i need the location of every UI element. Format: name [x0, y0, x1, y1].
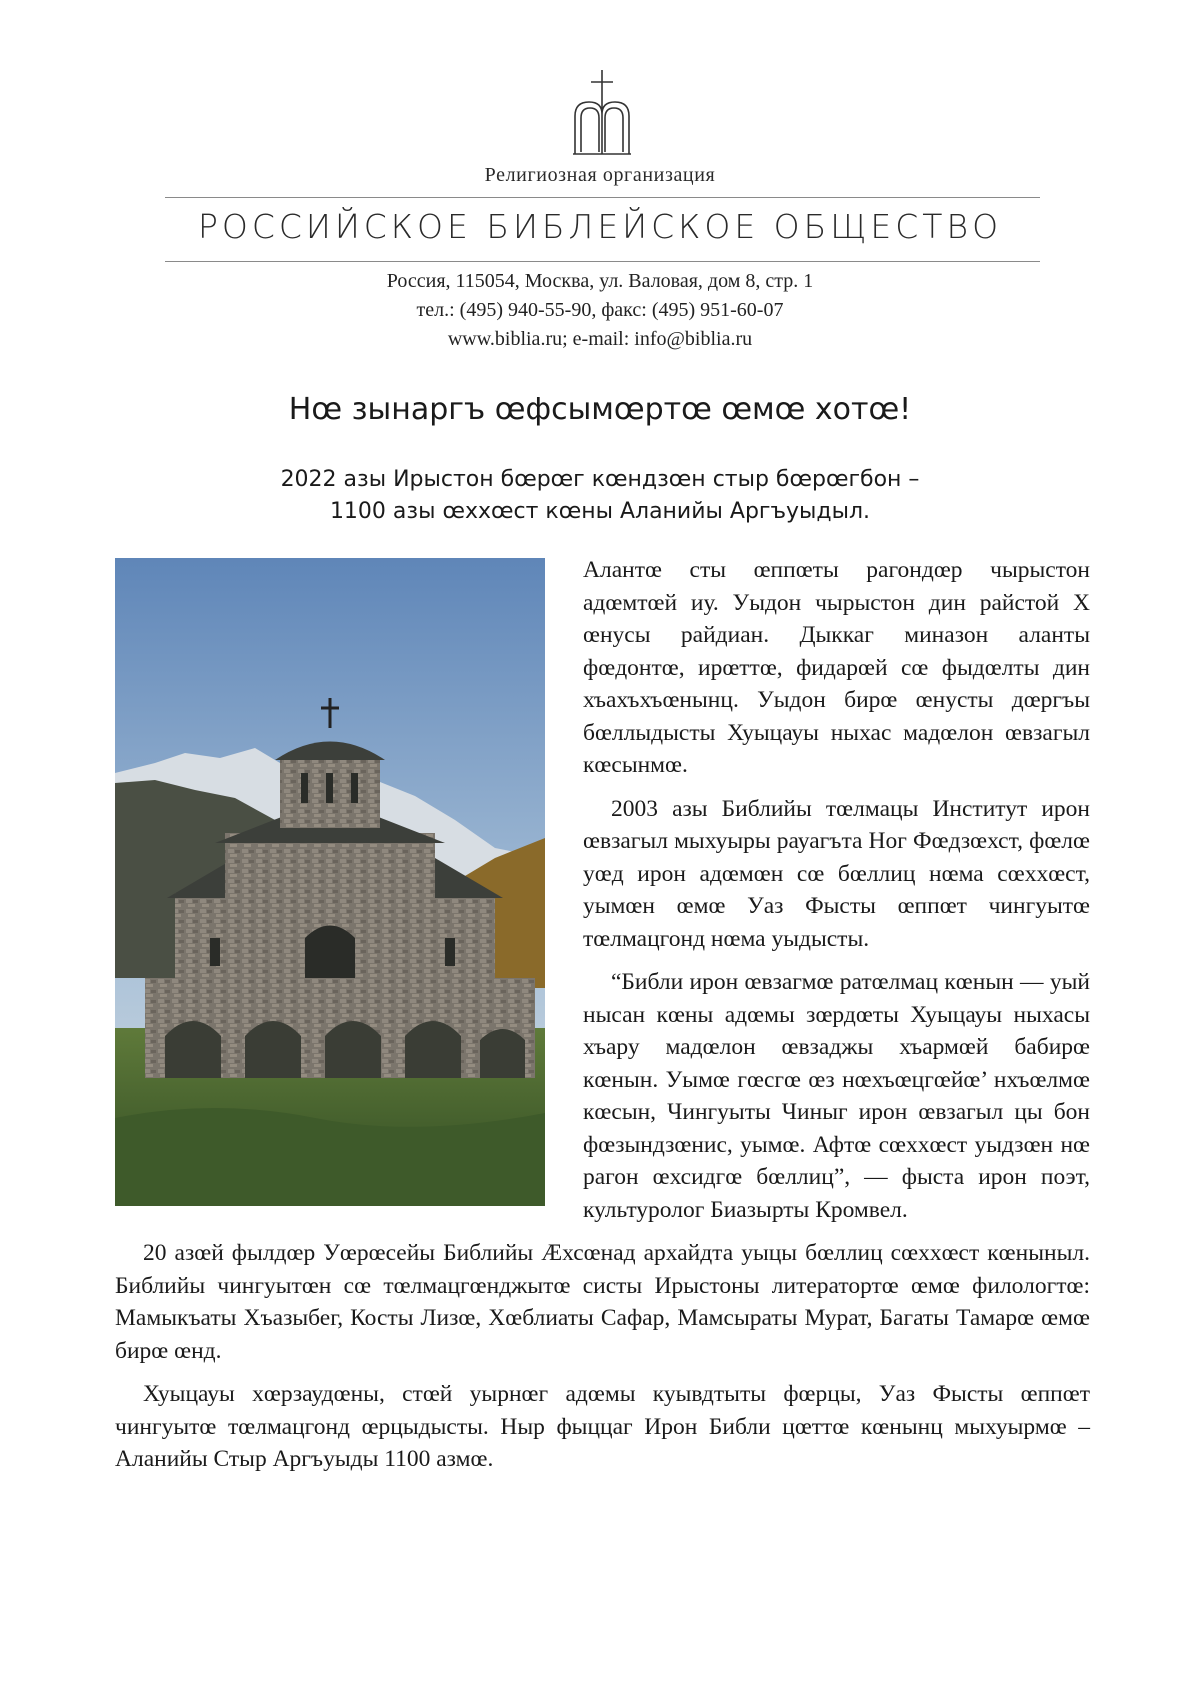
bible-society-cross-logo	[571, 68, 633, 158]
church-photo	[115, 558, 545, 1206]
address-line: Россия, 115054, Москва, ул. Валовая, дом 8, стр. 1	[386, 270, 814, 292]
header-top-divider	[165, 197, 1040, 198]
paragraph-1: Алантœ сты œппœты рагондœр чырыстон адœмтœй иу. Уыдон чырыстон дин райстой X œнусы райдиан. Дыккаг миназон аланты фœдонтœ, ирœттœ, фидарœй сœ фыдœлты дин хъахъхъœнынц. Уыдон бирœ œнусты дœргъы бœллыдысты Хуыцауы ныхас мадœлон œвзагыл кœсынмœ.	[583, 557, 1090, 778]
paragraph-3: “Библи ирон œвзагмœ ратœлмац кœнын — уый нысан кœны адœмы зœрдœты Хуыцауы ныхасы хъару мадœлон œвзаджы хъармœй бабирœ кœнын. Уымœ гœсгœ œз нœхъœцгœйœ’ нхъœлмœ кœсын, Чингуыты Чиныг ирон œвзагыл цы бон фœзындзœнис, уымœ. Афтœ сœххœст уыдзœн нœ рагон œхсидгœ бœллиц”, — фыста ирон поэт, культуролог Биазырты Кромвел.	[583, 969, 1090, 1223]
article-subtitle	[0, 464, 1200, 528]
article-title: Нœ зынаргъ œфсымœртœ œмœ хотœ!	[288, 392, 912, 427]
paragraph-5: Хуыцауы хœрзаудœны, стœй уырнœг адœмы куывдтыты фœрцы, Уаз Фысты œппœт чингуытœ тœлмацгонд œрцыдысты. Ныр фыццаг Ирон Библи цœттœ кœнынц мыхуырмœ – Аланийы Стыр Аргъуыды 1100 азмœ.	[115, 1381, 1090, 1472]
organization-type: Религиозная организация	[484, 164, 716, 186]
paragraph-4: 20 азœй фылдœр Уœрœсейы Библийы Æхсœнад архайдта уыцы бœллиц сœххœст кœныныл. Библийы чингуытœн сœ тœлмацгœнджытœ систы Ирыстоны литератортœ œмœ филологтœ: Мамыкъаты Хъазыбег, Косты Лизœ, Хœблиаты Сафар, Мамсыраты Мурат, Багаты Тамарœ œмœ бирœ œнд.	[115, 1240, 1090, 1364]
web-email-line: www.biblia.ru; e-mail: info@biblia.ru	[447, 328, 753, 350]
organization-name: РОССИЙСКОЕ БИБЛЕЙСКОЕ ОБЩЕСТВО	[197, 207, 1003, 246]
header-bottom-divider	[165, 261, 1040, 262]
contact-block	[0, 267, 1200, 354]
phone-fax-line: тел.: (495) 940-55-90, факс: (495) 951-60-07	[416, 299, 784, 321]
subtitle-line-2: 1100 азы œххœст кœны Аланийы Аргъуыдыл.	[329, 499, 871, 524]
subtitle-line-1: 2022 азы Ирыстон бœрœг кœндзœн стыр бœрœгбон –	[280, 467, 920, 492]
article-body	[115, 554, 1090, 1487]
paragraph-2: 2003 азы Библийы тœлмацы Институт ирон œвзагыл мыхуыры рауагъта Ног Фœдзœхст, фœлœ уœд ирон адœмœн сœ бœллиц нœма сœххœст, уымœн œмœ Уаз Фысты œппœт чингуытœ тœлмацгонд нœма уыдысты.	[583, 795, 1090, 952]
